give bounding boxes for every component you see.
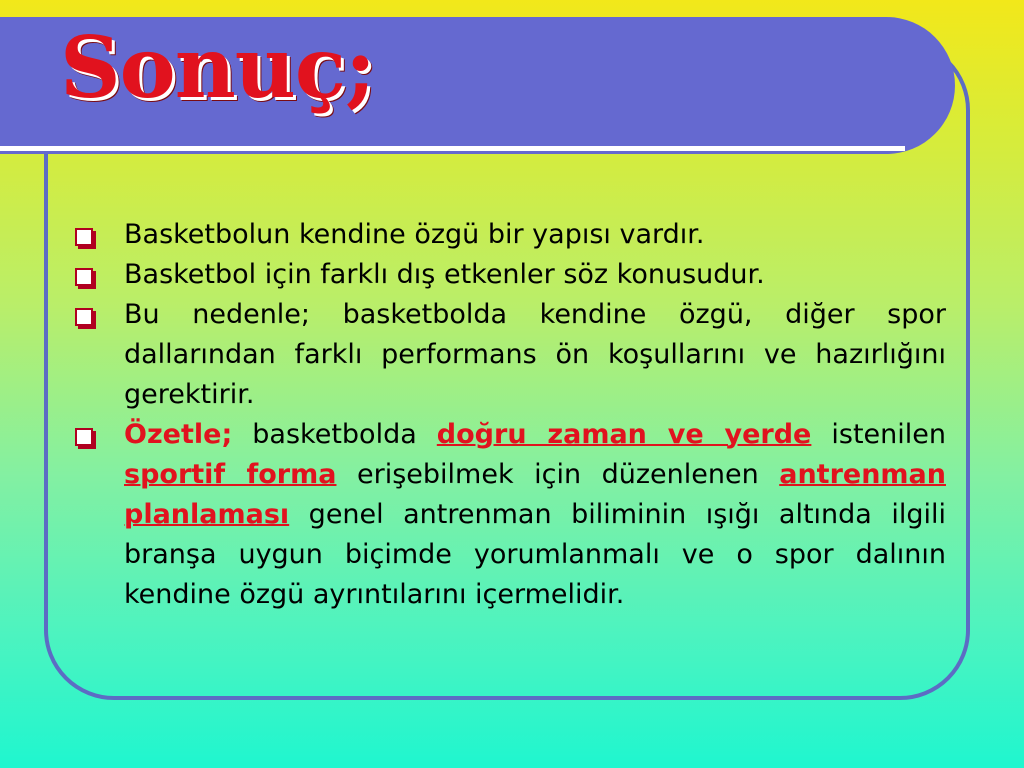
emphasis-form: sportif forma bbox=[124, 459, 337, 490]
emphasis-timing: doğru zaman ve yerde bbox=[436, 419, 812, 450]
bullet-text: Bu nedenle; basketbolda kendine özgü, diğer spor dallarından farklı performans ön koşullarını ve hazırlığını gerektirir. bbox=[124, 299, 946, 410]
bullet-item bbox=[70, 255, 946, 295]
checkbox-square-icon bbox=[75, 308, 93, 326]
bullet-text: Basketbol için farklı dış etkenler söz konusudur. bbox=[124, 259, 765, 290]
bullet-item bbox=[70, 215, 946, 255]
emphasis-planning: antrenman planlaması bbox=[124, 459, 946, 530]
header-divider bbox=[0, 146, 905, 151]
bullet-text: basketbolda bbox=[232, 419, 437, 450]
bullet-text: genel antrenman biliminin ışığı altında ilgili branşa uygun biçimde yorumlanmalı ve o spor dalının kendine özgü ayrıntılarını içermelidir. bbox=[124, 499, 946, 610]
checkbox-square-icon bbox=[75, 428, 93, 446]
bullet-text: istenilen bbox=[811, 419, 947, 450]
checkbox-square-icon bbox=[75, 228, 93, 246]
bullet-item bbox=[70, 295, 946, 415]
checkbox-square-icon bbox=[75, 268, 93, 286]
bullet-text: erişebilmek için düzenlenen bbox=[336, 459, 780, 490]
bullet-text: Basketbolun kendine özgü bir yapısı vardır. bbox=[124, 219, 705, 250]
bullet-item-summary bbox=[70, 415, 946, 615]
bullet-list bbox=[70, 215, 946, 615]
summary-lead: Özetle; bbox=[124, 419, 233, 450]
slide-title: Sonuç; bbox=[60, 18, 375, 117]
